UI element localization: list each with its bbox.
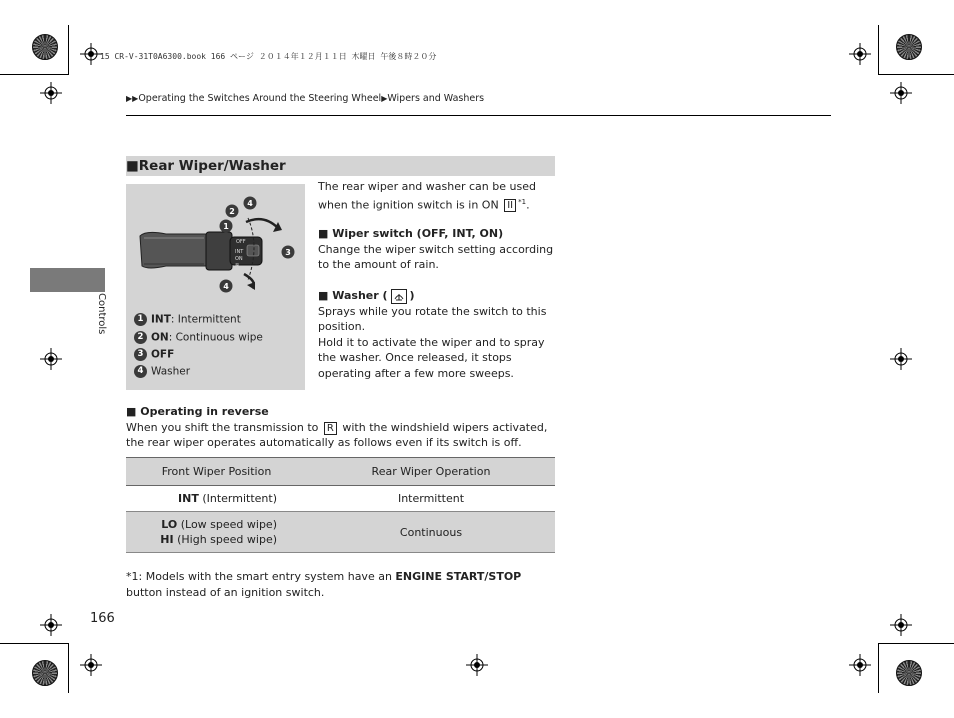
color-rosette-mark: [896, 34, 922, 60]
front-position-term: HI: [160, 533, 174, 546]
front-position-term: LO: [161, 518, 178, 531]
breadcrumb-marker-icon: ▶▶: [126, 94, 139, 103]
intro-paragraph: [318, 179, 558, 213]
intro-text: The rear wiper and washer can be used when the ignition switch is in ON: [318, 180, 536, 212]
callout-3: [282, 246, 295, 259]
table-row: [126, 512, 555, 553]
footnote-text-end: button instead of an ignition switch.: [126, 585, 325, 599]
color-rosette-mark: [32, 660, 58, 686]
legend-item: [134, 348, 174, 361]
reverse-gear-symbol: R: [324, 422, 337, 435]
breadcrumb-page-link[interactable]: Wipers and Washers: [387, 93, 485, 104]
registration-mark: [890, 82, 912, 104]
legend-description: Washer: [151, 365, 191, 378]
legend-number-badge: 4: [134, 365, 147, 378]
registration-mark: [80, 654, 102, 676]
callout-4-bottom: [220, 280, 233, 293]
wiper-switch-square-icon: ■: [318, 227, 329, 240]
registration-mark: [40, 614, 62, 636]
print-job-header: 15 CR-V-31T0A6300.book 166 ページ ２０１４年１２月１１日 木曜日 午後８時２０分: [100, 52, 437, 61]
legend-term: INT: [151, 313, 171, 326]
lever-label-int: INT: [235, 249, 244, 255]
table-cell-front: [126, 512, 307, 553]
rear-wiper-operation-table: [126, 457, 555, 553]
svg-text:4: 4: [223, 282, 229, 291]
washer-icon: [391, 289, 407, 304]
table-header-row: [126, 458, 555, 486]
svg-text:1: 1: [223, 222, 229, 231]
reverse-title: [126, 405, 269, 418]
legend-number-badge: 3: [134, 348, 147, 361]
crop-mark: [0, 643, 68, 644]
crop-mark: [68, 25, 69, 75]
crop-mark: [878, 643, 954, 644]
washer-title-end: ): [409, 289, 415, 302]
legend-item: [134, 331, 263, 344]
legend-item: [134, 365, 190, 378]
washer-body-1: Sprays while you rotate the switch to this position.: [318, 304, 547, 333]
registration-mark: [849, 43, 871, 65]
crop-mark: [878, 74, 954, 75]
breadcrumb-separator-icon: ▶: [381, 94, 388, 103]
crop-mark: [68, 643, 69, 693]
wiper-lever-drawing: [126, 184, 305, 314]
callout-2: [226, 205, 239, 218]
ignition-position-symbol: II: [504, 199, 516, 212]
crop-mark: [0, 74, 68, 75]
table-header-rear: Rear Wiper Operation: [307, 458, 555, 486]
front-position-term: INT: [178, 492, 199, 505]
lever-label-on: ON: [235, 256, 243, 262]
intro-end: .: [526, 198, 530, 212]
washer-title: [318, 289, 388, 302]
rear-wiper-symbol-icon: [247, 245, 259, 256]
breadcrumb-section-link[interactable]: Operating the Switches Around the Steering Wheel: [138, 93, 382, 104]
reverse-title-text: Operating in reverse: [140, 405, 269, 418]
legend-description: : Intermittent: [170, 313, 241, 326]
rotate-up-arrow-icon: [246, 219, 278, 228]
legend-term: OFF: [151, 348, 175, 361]
washer-title-start: Washer (: [332, 289, 388, 302]
reverse-body-start: When you shift the transmission to: [126, 420, 319, 434]
legend-item: [134, 313, 241, 326]
color-rosette-mark: [32, 34, 58, 60]
lever-label-washer: ≋: [235, 262, 240, 268]
front-position-desc: (High speed wipe): [173, 533, 277, 546]
chapter-tab-label: Controls: [96, 293, 107, 335]
wiper-switch-title-text: Wiper switch (OFF, INT, ON): [332, 227, 504, 240]
legend-term: ON: [151, 331, 169, 344]
footnote-marker: *1:: [126, 570, 143, 583]
svg-text:2: 2: [229, 207, 235, 216]
front-position-desc: (Low speed wipe): [177, 518, 277, 531]
reverse-square-icon: ■: [126, 405, 137, 418]
section-heading: [126, 156, 555, 176]
table-header-front: Front Wiper Position: [126, 458, 307, 486]
header-divider: [126, 115, 831, 116]
registration-mark: [890, 614, 912, 636]
registration-mark: [40, 82, 62, 104]
svg-text:3: 3: [285, 248, 291, 257]
legend-number-badge: 2: [134, 331, 147, 344]
footnote-button-name: ENGINE START/STOP: [395, 570, 522, 583]
breadcrumb: [126, 93, 484, 104]
washer-square-icon: ■: [318, 289, 329, 302]
washer-body-2: Hold it to activate the wiper and to spray the washer. Once released, it stops operating after a few more sweeps.: [318, 335, 545, 380]
registration-mark: [40, 348, 62, 370]
registration-mark: [466, 654, 488, 676]
color-rosette-mark: [896, 660, 922, 686]
chapter-tab: [30, 268, 105, 292]
registration-mark: [890, 348, 912, 370]
wiper-switch-block: [318, 226, 558, 273]
front-position-desc: (Intermittent): [198, 492, 277, 505]
callout-4-top: [244, 197, 257, 210]
heading-square-icon: ■: [126, 158, 139, 174]
footnote: [126, 569, 556, 600]
table-cell-front: [126, 486, 307, 512]
page-number: 166: [90, 611, 115, 626]
reverse-block: [126, 404, 556, 451]
wiper-switch-title: [318, 227, 503, 240]
legend-number-badge: 1: [134, 313, 147, 326]
washer-block: [318, 288, 558, 381]
rear-wiper-illustration: [126, 184, 305, 390]
table-cell-rear: Intermittent: [307, 486, 555, 512]
table-row: [126, 486, 555, 512]
reverse-body-end: with the windshield wipers activated, the rear wiper operates automatically as follows even if its switch is off.: [126, 420, 548, 449]
svg-text:4: 4: [247, 199, 253, 208]
section-heading-text: Rear Wiper/Washer: [138, 158, 286, 174]
crop-mark: [878, 643, 879, 693]
table-cell-rear: Continuous: [307, 512, 555, 553]
footnote-reference: *1: [518, 197, 527, 206]
crop-mark: [878, 25, 879, 75]
callout-1: [220, 220, 233, 233]
legend-description: : Continuous wipe: [168, 331, 263, 344]
footnote-text-start: Models with the smart entry system have an: [145, 570, 392, 583]
lever-label-off: OFF: [236, 239, 246, 245]
registration-mark: [849, 654, 871, 676]
registration-mark: [80, 43, 102, 65]
wiper-switch-body: Change the wiper switch setting according to the amount of rain.: [318, 242, 554, 271]
